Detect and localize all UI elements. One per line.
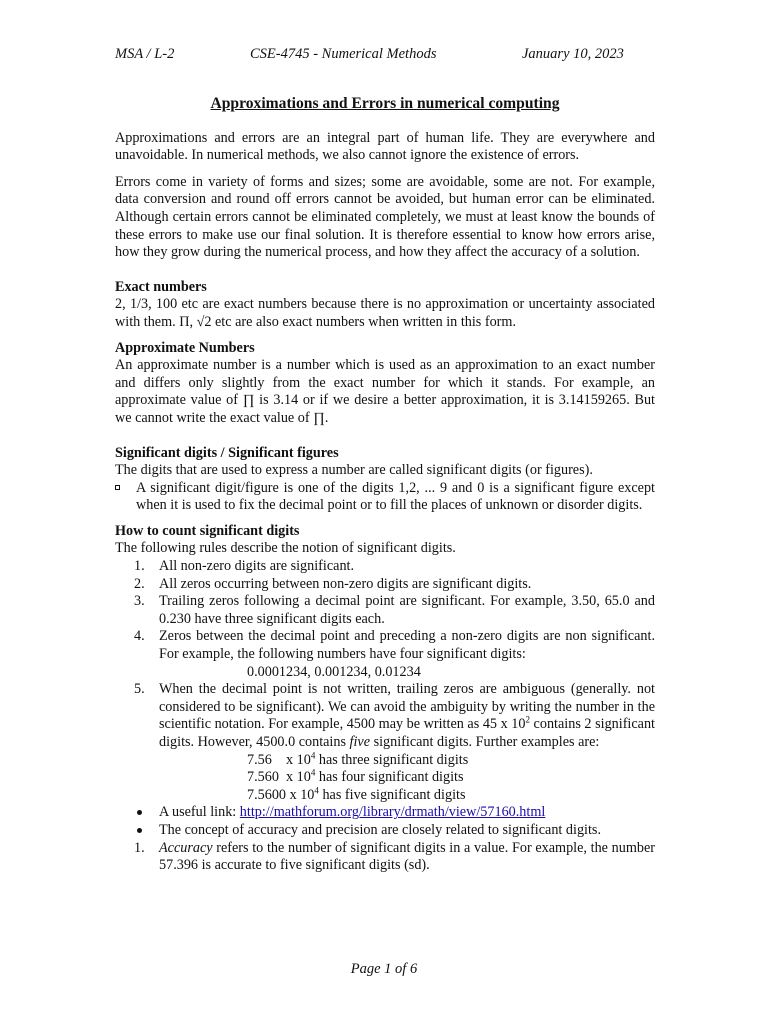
sig-example-line <box>159 749 655 770</box>
document-body <box>115 95 655 875</box>
bullet-dot-icon <box>137 828 142 833</box>
header-course-title: CSE-4745 - Numerical Methods <box>250 46 437 62</box>
mathforum-link[interactable]: http://mathforum.org/library/drmath/view/57160.html <box>239 804 546 821</box>
square-bullet-icon <box>115 485 120 490</box>
concept-text: The concept of accuracy and precision are closely related to significant digits. <box>159 821 601 838</box>
rule-text: All non-zero digits are significant. <box>159 558 355 575</box>
rule-text-part-c: significant digits. Further examples are: <box>370 734 600 750</box>
significant-digit-rules <box>115 558 655 804</box>
count-significant-heading: How to count significant digits <box>115 522 300 539</box>
significant-digit-bullet <box>115 480 655 515</box>
sig-example-mantissa: 7.5600 x 10 <box>247 786 315 803</box>
rule-number: 3. <box>134 593 145 610</box>
approximate-numbers-heading: Approximate Numbers <box>115 339 255 356</box>
rule-text-part-a: When the decimal point is not written, trailing zeros are ambiguous (generally. not considered to be significant). We can avoid the ambiguity by writing the number in the scientific notation. For example, 4500 may be written as 45 x 10 <box>159 681 655 733</box>
bullet-dot-icon <box>137 810 142 815</box>
rule-item <box>115 576 655 594</box>
accuracy-precision-list <box>134 839 655 875</box>
header-course-code: MSA / L-2 <box>115 46 175 62</box>
sig-example-line <box>159 787 655 805</box>
exponent: 4 <box>310 767 316 778</box>
rule-text: Zeros between the decimal point and preceding a non-zero digits are non significant. For example, the following numbers have four significant digits: <box>159 628 655 663</box>
rule-text: All zeros occurring between non-zero digits are significant digits. <box>159 575 532 592</box>
accuracy-text: refers to the number of significant digits in a value. For example, the number 57.396 is accurate to five significant digits (sd). <box>159 839 655 874</box>
exact-numbers-text: 2, 1/3, 100 etc are exact numbers because there is no approximation or uncertainty associated with them. Π, √2 etc are also exact numbers when written in this form. <box>115 296 655 330</box>
sig-example-desc: has four significant digits <box>315 769 464 786</box>
sig-example-desc: has three significant digits <box>315 751 469 768</box>
sig-example-desc: has five significant digits <box>318 786 466 803</box>
useful-link-prefix: A useful link: <box>159 804 240 821</box>
exponent: 4 <box>314 785 319 796</box>
rule-item <box>115 628 655 681</box>
intro-paragraph-1: Approximations and errors are an integral part of human life. They are everywhere and unavoidable. In numerical methods, we also cannot ignore the existence of errors. <box>115 129 655 164</box>
rule-text-part-b: contains 2 significant digits. However, 4500.0 contains <box>159 716 655 750</box>
significant-digits-text: The digits that are used to express a number are called significant digits (or figures). <box>115 462 593 479</box>
rule-example-numbers: 0.0001234, 0.001234, 0.01234 <box>247 663 421 680</box>
rule-number: 2. <box>134 575 145 592</box>
accuracy-item <box>115 840 655 875</box>
accuracy-term: Accuracy <box>159 839 213 856</box>
rule-item <box>115 593 655 628</box>
exponent: 4 <box>310 749 316 760</box>
emphasis-five: five <box>349 734 371 750</box>
significant-digit-bullet-text: A significant digit/figure is one of the digits 1,2, ... 9 and 0 is a significant figure except when it is used to fix the decimal point or to fill the places of unknown or disorder digits. <box>136 479 655 514</box>
rule-text: Trailing zeros following a decimal point are significant. For example, 3.50, 65.0 and 0.230 have three significant digits each. <box>159 593 655 627</box>
significant-digits-heading: Significant digits / Significant figures <box>115 444 339 461</box>
concept-item <box>115 822 655 875</box>
rule-number: 4. <box>134 628 145 645</box>
header-date: January 10, 2023 <box>522 46 624 62</box>
page-footer: Page 1 of 6 <box>350 961 418 977</box>
accuracy-number: 1. <box>134 839 145 856</box>
count-significant-intro: The following rules describe the notion of significant digits. <box>115 540 456 557</box>
bullet-list <box>115 804 655 874</box>
sig-example-mantissa: 7.56 x 10 <box>247 751 311 768</box>
sig-example-mantissa: 7.560 x 10 <box>247 769 311 786</box>
rule-number: 5. <box>134 681 145 698</box>
exact-numbers-heading: Exact numbers <box>115 278 207 295</box>
exponent: 2 <box>525 714 530 725</box>
rule-item <box>115 681 655 804</box>
document-title: Approximations and Errors in numerical computing <box>210 95 560 112</box>
rule-item <box>115 558 655 576</box>
intro-paragraph-2: Errors come in variety of forms and sizes; some are avoidable, some are not. For example, data conversion and round off errors cannot be avoided, but human error can be eliminated. Although certain errors cannot be eliminated completely, we must at least know the bounds of these errors to make use our final solution. It is therefore essential to know how errors arise, how they grow during the numerical process, and how they affect the accuracy of a solution. <box>115 173 655 261</box>
approximate-numbers-text: An approximate number is a number which is used as an approximation to an exact number and differs only slightly from the exact number for which it stands. For example, an approximate value of ∏ is 3.14 or if we desire a better approximation, it is 3.14159265. But we cannot write the exact value of ∏. <box>115 357 655 426</box>
sig-example-line <box>159 769 655 787</box>
useful-link-item <box>115 804 655 822</box>
rule-number: 1. <box>134 558 145 575</box>
